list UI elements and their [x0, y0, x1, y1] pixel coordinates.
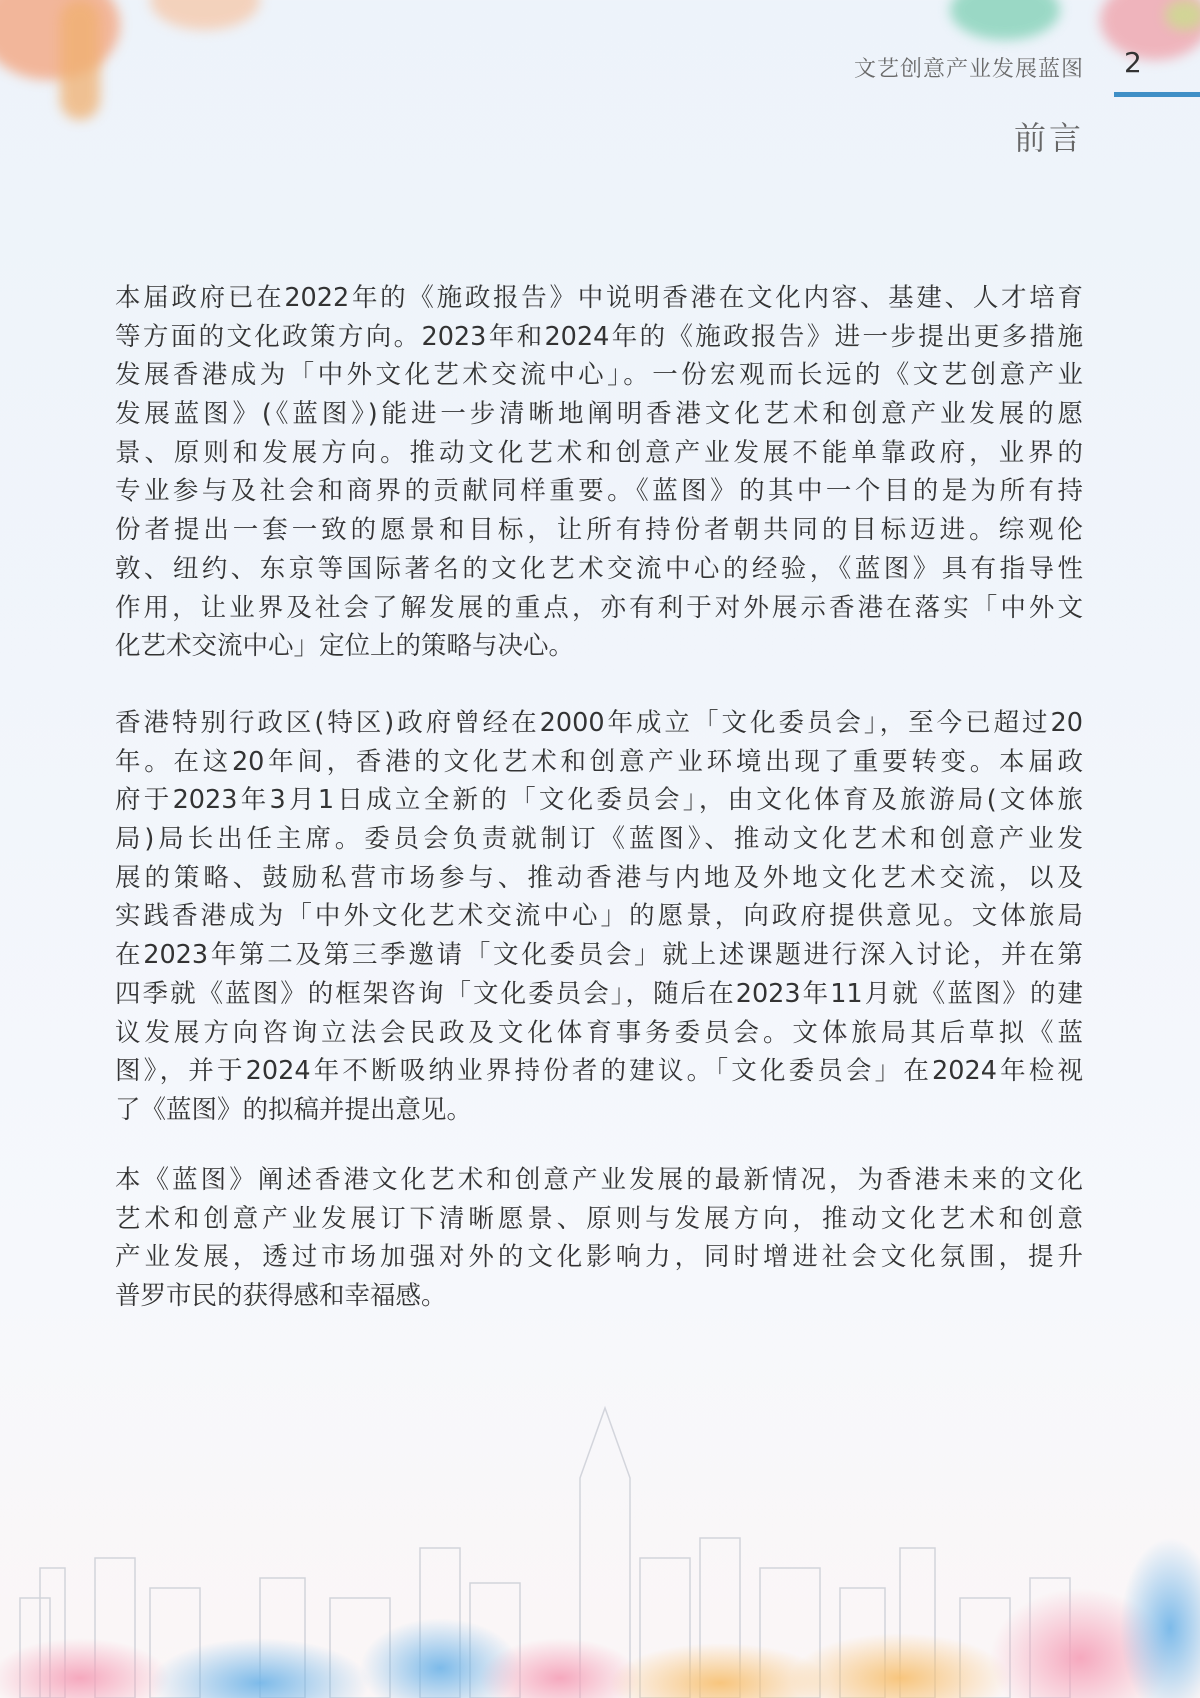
text-line: 化艺术交流中心」定位上的策略与决心。 [115, 631, 575, 662]
text-line: 年。在这20年间，香港的文化艺术和创意产业环境出现了重要转变。本届政 [115, 746, 1083, 777]
text-line: 份者提出一套一致的愿景和目标，让所有持份者朝共同的目标迈进。综观伦 [115, 515, 1083, 546]
header-accent-rule [1114, 92, 1200, 97]
text-line: 作用，让业界及社会了解发展的重点，亦有利于对外展示香港在落实「中外文 [115, 592, 1083, 623]
text-line: 议发展方向咨询立法会民政及文化体育事务委员会。文体旅局其后草拟《蓝 [115, 1017, 1083, 1048]
text-line: 展的策略、鼓励私营市场参与、推动香港与内地及外地文化艺术交流，以及 [115, 862, 1083, 893]
text-line: 局)局长出任主席。委员会负责就制订《蓝图》、推动文化艺术和创意产业发 [115, 824, 1083, 855]
text-line: 府于2023年3月1日成立全新的「文化委员会」，由文化体育及旅游局(文体旅 [115, 785, 1083, 816]
text-line: 专业参与及社会和商界的贡献同样重要。《蓝图》的其中一个目的是为所有持 [115, 476, 1083, 507]
text-line: 四季就《蓝图》的框架咨询「文化委员会」，随后在2023年11月就《蓝图》的建 [115, 978, 1083, 1009]
section-title: 前言 [1013, 119, 1084, 157]
text-line: 敦、纽约、东京等国际著名的文化艺术交流中心的经验，《蓝图》具有指导性 [115, 553, 1083, 584]
document-title: 文艺创意产业发展蓝图 [853, 57, 1084, 82]
text-line: 本《蓝图》阐述香港文化艺术和创意产业发展的最新情况，为香港未来的文化 [115, 1165, 1083, 1195]
paragraph-1 [115, 279, 1083, 666]
text-line: 产业发展，透过市场加强对外的文化影响力，同时增进社会文化氛围，提升 [115, 1242, 1083, 1273]
text-line: 等方面的文化政策方向。2023年和2024年的《施政报告》进一步提出更多措施 [115, 321, 1083, 352]
text-line: 普罗市民的获得感和幸福感。 [115, 1281, 447, 1312]
text-line: 香港特别行政区(特区)政府曾经在2000年成立「文化委员会」，至今已超过20 [115, 708, 1083, 738]
text-line: 景、原则和发展方向。推动文化艺术和创意产业发展不能单靠政府，业界的 [115, 437, 1083, 468]
city-skyline-illustration [0, 1398, 1200, 1698]
paragraph-2 [115, 704, 1083, 1130]
paragraph-3 [115, 1161, 1083, 1316]
page-number: 2 [1124, 46, 1142, 79]
text-line: 发展蓝图》(《蓝图》)能进一步清晰地阐明香港文化艺术和创意产业发展的愿 [115, 399, 1083, 430]
text-line: 了《蓝图》的拟稿并提出意见。 [115, 1094, 473, 1125]
text-line: 发展香港成为「中外文化艺术交流中心」。一份宏观而长远的《文艺创意产业 [115, 360, 1083, 391]
text-line: 在2023年第二及第三季邀请「文化委员会」就上述课题进行深入讨论，并在第 [115, 940, 1083, 971]
text-line: 图》，并于2024年不断吸纳业界持份者的建议。「文化委员会」在2024年检视 [115, 1056, 1083, 1087]
text-line: 艺术和创意产业发展订下清晰愿景、原则与发展方向，推动文化艺术和创意 [115, 1203, 1083, 1234]
text-line: 实践香港成为「中外文化艺术交流中心」的愿景，向政府提供意见。文体旅局 [115, 901, 1083, 932]
text-line: 本届政府已在2022年的《施政报告》中说明香港在文化内容、基建、人才培育 [115, 283, 1083, 313]
